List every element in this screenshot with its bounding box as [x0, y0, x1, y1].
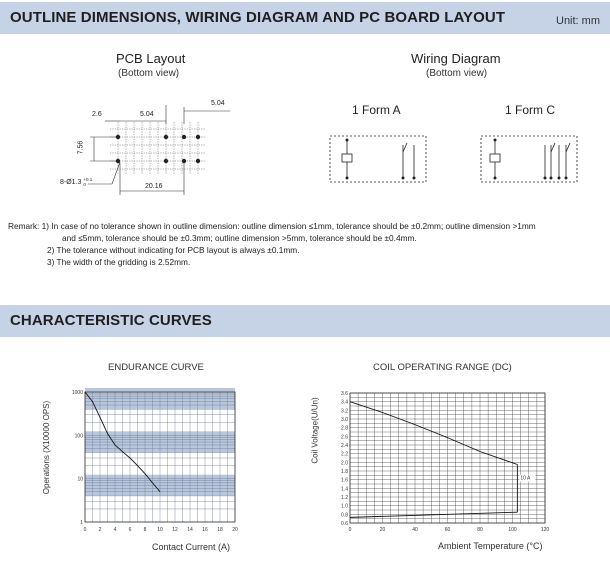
y-tick-label: 2.6 [341, 434, 348, 441]
endurance-chart-title: ENDURANCE CURVE [108, 362, 204, 373]
max-voltage-line [350, 402, 517, 465]
y-tick-label: 2.0 [341, 460, 348, 467]
x-tick-label: 0 [348, 527, 352, 533]
y-tick-label: 3.0 [341, 417, 348, 423]
coil-xlabel: Ambient Temperature (°C) [438, 541, 543, 551]
unit-label: Unit: mm [556, 15, 600, 27]
remarks-block [8, 220, 536, 268]
endurance-chart [71, 387, 242, 537]
x-tick-label: 6 [128, 527, 132, 533]
x-tick-label: 60 [444, 527, 451, 533]
y-tick-label: 3.6 [341, 391, 348, 397]
section-title-curves: CHARACTERISTIC CURVES [10, 312, 212, 329]
y-tick-label: 0.8 [341, 512, 348, 519]
x-tick-label: 20 [379, 527, 386, 533]
remark-label: Remark: [8, 221, 40, 231]
y-tick-label: 1.2 [341, 495, 348, 501]
endurance-ylabel: Operations (X10000 OPS) [42, 400, 52, 495]
min-voltage-line [350, 512, 517, 517]
remark-row-1 [8, 220, 536, 232]
dim-hole-tol-top: +0.1 [83, 177, 93, 182]
x-tick-label: 16 [202, 527, 208, 533]
section-header-curves [0, 305, 610, 337]
coil-operating-chart [342, 387, 552, 537]
section-title: OUTLINE DIMENSIONS, WIRING DIAGRAM AND PC BOARD LAYOUT [10, 9, 506, 26]
wiring-diagram-title: Wiring Diagram [411, 51, 501, 66]
x-tick-label: 12 [172, 527, 178, 533]
dim-hole-value: 8-Ø1.3 [60, 178, 82, 186]
y-tick-label: 10 [77, 476, 83, 483]
form-a-label: 1 Form A [352, 103, 401, 117]
x-tick-label: 18 [217, 527, 223, 533]
dim-hole-tol-bottom: 0 [83, 182, 86, 187]
form-c-label: 1 Form C [505, 103, 556, 117]
coil-chart-title: COIL OPERATING RANGE (DC) [373, 362, 512, 373]
x-tick-label: 80 [477, 527, 483, 533]
x-tick-label: 8 [143, 527, 147, 533]
y-tick-label: 2.8 [341, 425, 348, 432]
pcb-layout-subtitle: (Bottom view) [118, 68, 180, 79]
x-tick-label: 120 [540, 527, 550, 533]
remark-line-3: 3) The width of the gridding is 2.52mm. [47, 257, 191, 267]
dim-5-04-a: 5.04 [140, 111, 154, 118]
x-tick-label: 10 [157, 527, 163, 533]
y-tick-label: 1.8 [341, 469, 348, 475]
y-tick-label: 1.4 [341, 486, 348, 493]
x-tick-label: 20 [232, 527, 238, 533]
pcb-layout-title: PCB Layout [116, 51, 186, 66]
dim-2-6: 2.6 [92, 111, 102, 118]
remark-line-1b: and ≤5mm, tolerance should be ±0.3mm; outline dimension >5mm, tolerance should be ±0.4mm. [62, 233, 417, 243]
dim-20-16: 20.16 [145, 183, 163, 190]
x-tick-label: 40 [412, 527, 418, 533]
remark-line-1: 1) In case of no tolerance shown in outline dimension: outline dimension ≤1mm, tolerance should be ±0.2mm; outline dimension >1mm [41, 221, 536, 231]
x-tick-label: 2 [98, 527, 102, 533]
y-tick-label: 1.6 [341, 477, 348, 484]
x-tick-label: 0 [83, 527, 87, 533]
x-tick-label: 14 [187, 527, 193, 533]
x-tick-label: 100 [508, 527, 517, 533]
annotation-10a: 10 A [520, 475, 531, 482]
y-tick-label: 1 [80, 520, 83, 526]
y-tick-label: 0.6 [341, 521, 348, 527]
coil-ylabel: Coil Voltage(U/Un) [310, 397, 320, 464]
wiring-diagram-subtitle: (Bottom view) [426, 68, 488, 79]
y-tick-label: 3.4 [341, 399, 348, 406]
remark-line-2: 2) The tolerance without indicating for PCB layout is always ±0.1mm. [47, 245, 300, 255]
y-tick-label: 1000 [71, 390, 83, 396]
x-tick-label: 4 [113, 527, 117, 533]
dim-7-56: 7.56 [77, 140, 85, 155]
y-tick-label: 2.4 [341, 443, 348, 449]
endurance-xlabel: Contact Current (A) [152, 542, 231, 552]
y-tick-label: 1.0 [341, 503, 348, 510]
y-tick-label: 2.2 [341, 451, 348, 458]
dim-5-04-b: 5.04 [211, 100, 225, 107]
y-tick-label: 100 [74, 433, 83, 440]
y-tick-label: 3.2 [341, 408, 348, 415]
